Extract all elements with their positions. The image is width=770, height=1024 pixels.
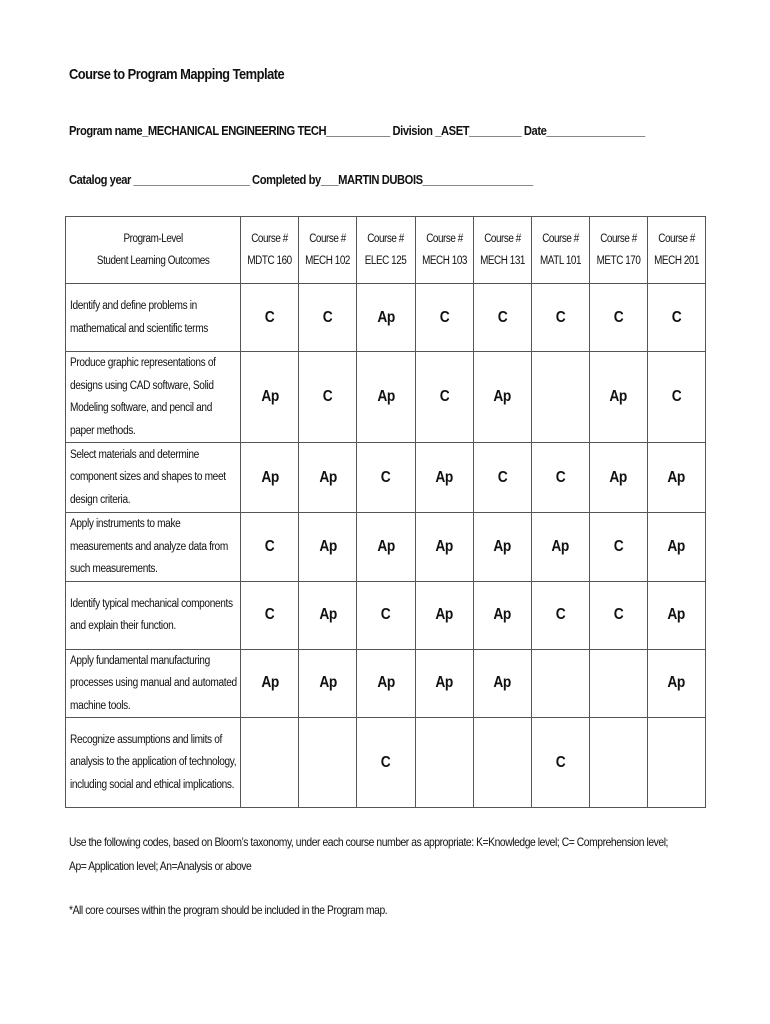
program-info-line: Program name_MECHANICAL ENGINEERING TECH___________ Division _ASET_________ Date_________________	[69, 123, 645, 138]
mapping-cell	[299, 581, 357, 649]
mapping-cell	[415, 649, 473, 718]
mapping-code: C	[381, 468, 391, 486]
outcome-cell	[66, 352, 241, 443]
mapping-code: Ap	[667, 537, 686, 555]
mapping-code: C	[439, 308, 449, 326]
table-row	[66, 443, 706, 513]
mapping-cell	[589, 649, 647, 718]
header-row	[66, 217, 706, 284]
mapping-table	[65, 216, 706, 808]
course-header	[589, 217, 647, 284]
mapping-cell	[473, 649, 531, 718]
mapping-code: C	[555, 308, 565, 326]
mapping-cell	[589, 443, 647, 513]
mapping-cell	[647, 718, 705, 808]
mapping-cell	[415, 513, 473, 582]
mapping-code: Ap	[261, 674, 279, 692]
mapping-code: Ap	[377, 388, 395, 405]
mapping-code: C	[381, 753, 391, 771]
outcome-header	[66, 217, 241, 284]
outcome-cell	[66, 284, 241, 352]
mapping-cell	[473, 443, 531, 513]
mapping-code: Ap	[435, 674, 453, 692]
mapping-code: Ap	[609, 388, 628, 405]
mapping-cell	[589, 284, 647, 352]
course-label: Course #	[599, 233, 637, 245]
outcome-text: Apply instruments to make measurements and analyze data from such measurements.	[70, 518, 228, 575]
mapping-cell	[357, 443, 415, 513]
mapping-code: Ap	[667, 674, 686, 692]
mapping-code: C	[497, 308, 507, 326]
catalog-info-line: Catalog year ____________________ Completed by___MARTIN DUBOIS___________________	[69, 172, 533, 187]
mapping-cell	[531, 581, 589, 649]
mapping-code: Ap	[667, 468, 686, 486]
mapping-code: Ap	[493, 606, 511, 623]
mapping-code: Ap	[667, 606, 686, 623]
mapping-code: Ap	[435, 468, 453, 486]
mapping-code: C	[265, 537, 275, 555]
course-code: MECH 131	[479, 255, 525, 267]
course-code: ELEC 125	[365, 255, 407, 267]
document-title: Course to Program Mapping Template	[69, 66, 285, 83]
course-header	[531, 217, 589, 284]
course-header	[415, 217, 473, 284]
mapping-code: C	[555, 468, 565, 486]
mapping-cell	[589, 352, 647, 443]
mapping-cell	[357, 513, 415, 582]
mapping-cell	[589, 581, 647, 649]
outcome-text: Identify and define problems in mathematical and scientific terms	[70, 300, 208, 335]
course-label: Course #	[658, 233, 695, 245]
mapping-code: Ap	[377, 537, 395, 555]
mapping-code: C	[439, 388, 449, 405]
mapping-code: Ap	[377, 308, 395, 326]
mapping-cell	[241, 443, 299, 513]
mapping-code: C	[555, 606, 565, 623]
mapping-cell	[241, 352, 299, 443]
course-code: MATL 101	[539, 255, 581, 267]
outcome-cell	[66, 581, 241, 649]
course-header	[357, 217, 415, 284]
table-row	[66, 284, 706, 352]
mapping-cell	[647, 581, 705, 649]
outcome-cell	[66, 649, 241, 718]
mapping-cell	[647, 443, 705, 513]
course-header	[473, 217, 531, 284]
mapping-code: Ap	[261, 468, 279, 486]
mapping-cell	[647, 649, 705, 718]
mapping-code: C	[323, 308, 333, 326]
mapping-cell	[647, 513, 705, 582]
outcome-text: Produce graphic representations of designs using CAD software, Solid Modeling software, and pencil and paper methods.	[70, 357, 216, 437]
mapping-code: Ap	[319, 537, 337, 555]
course-code: MDTC 160	[247, 255, 292, 267]
mapping-code: Ap	[435, 606, 453, 623]
mapping-cell	[473, 513, 531, 582]
course-label: Course #	[251, 233, 289, 245]
mapping-code: C	[671, 308, 682, 326]
mapping-cell	[531, 443, 589, 513]
course-header	[241, 217, 299, 284]
mapping-cell	[357, 352, 415, 443]
mapping-cell	[241, 649, 299, 718]
mapping-cell	[415, 284, 473, 352]
mapping-cell	[531, 649, 589, 718]
mapping-code: Ap	[319, 674, 337, 692]
mapping-code: C	[497, 468, 507, 486]
outcome-text: Select materials and determine component sizes and shapes to meet design criteria.	[70, 448, 226, 506]
mapping-cell	[647, 352, 705, 443]
mapping-cell	[531, 284, 589, 352]
course-code: MECH 201	[653, 255, 699, 267]
outcome-cell	[66, 513, 241, 582]
course-label: Course #	[425, 233, 463, 245]
mapping-code: C	[323, 388, 333, 405]
mapping-code: Ap	[261, 388, 279, 405]
mapping-code: Ap	[319, 606, 337, 623]
mapping-code: Ap	[493, 537, 511, 555]
mapping-cell	[299, 718, 357, 808]
course-code: MECH 103	[421, 255, 467, 267]
mapping-cell	[531, 513, 589, 582]
mapping-cell	[589, 513, 647, 582]
mapping-cell	[299, 443, 357, 513]
mapping-cell	[531, 352, 589, 443]
course-label: Course #	[541, 233, 579, 245]
mapping-code: Ap	[493, 388, 511, 405]
course-header	[647, 217, 705, 284]
mapping-code: Ap	[319, 468, 337, 486]
mapping-cell	[357, 649, 415, 718]
outcome-text: Recognize assumptions and limits of analysis to the application of technology, including social and ethical implications.	[70, 733, 237, 791]
course-code: METC 170	[596, 255, 641, 267]
outcome-cell	[66, 443, 241, 513]
mapping-cell	[589, 718, 647, 808]
mapping-code: C	[555, 753, 565, 771]
mapping-cell	[647, 284, 705, 352]
table-row	[66, 513, 706, 582]
mapping-cell	[473, 718, 531, 808]
table-row	[66, 649, 706, 718]
mapping-code: Ap	[435, 537, 453, 555]
course-label: Course #	[483, 233, 521, 245]
mapping-cell	[531, 718, 589, 808]
table-row	[66, 352, 706, 443]
mapping-cell	[415, 443, 473, 513]
mapping-cell	[241, 581, 299, 649]
course-header	[299, 217, 357, 284]
mapping-cell	[415, 352, 473, 443]
mapping-cell	[299, 513, 357, 582]
mapping-code: C	[265, 606, 275, 623]
mapping-cell	[299, 649, 357, 718]
mapping-cell	[299, 352, 357, 443]
mapping-code: Ap	[377, 674, 395, 692]
mapping-code: Ap	[609, 468, 628, 486]
mapping-code: C	[613, 537, 624, 555]
mapping-cell	[357, 284, 415, 352]
course-label: Course #	[309, 233, 347, 245]
outcome-header-line-2: Student Learning Outcomes	[96, 255, 210, 267]
course-code: MECH 102	[305, 255, 351, 267]
mapping-cell	[415, 581, 473, 649]
mapping-code: C	[613, 308, 624, 326]
mapping-cell	[357, 718, 415, 808]
mapping-code: C	[613, 606, 624, 623]
outcome-header-line-1: Program-Level	[123, 233, 183, 245]
mapping-cell	[473, 352, 531, 443]
mapping-code: C	[381, 606, 391, 623]
mapping-cell	[473, 284, 531, 352]
mapping-code: C	[671, 388, 682, 405]
mapping-code: Ap	[493, 674, 511, 692]
mapping-cell	[473, 581, 531, 649]
outcome-text: Apply fundamental manufacturing processes using manual and automated machine tools.	[70, 654, 237, 712]
mapping-code: Ap	[551, 537, 569, 555]
core-courses-note: *All core courses within the program should be included in the Program map.	[69, 903, 388, 917]
mapping-cell	[241, 284, 299, 352]
mapping-cell	[357, 581, 415, 649]
mapping-cell	[241, 718, 299, 808]
mapping-cell	[415, 718, 473, 808]
table-row	[66, 581, 706, 649]
mapping-cell	[241, 513, 299, 582]
mapping-cell	[299, 284, 357, 352]
codes-legend-line-2: Ap= Application level; An=Analysis or above	[69, 859, 252, 873]
course-label: Course #	[367, 233, 405, 245]
mapping-code: C	[265, 308, 275, 326]
table-row	[66, 718, 706, 808]
outcome-cell	[66, 718, 241, 808]
codes-legend-line-1: Use the following codes, based on Bloom’s taxonomy, under each course number as appropriate: K=Knowledge level; C= Comprehension level;	[69, 835, 668, 849]
outcome-text: Identify typical mechanical components and explain their function.	[70, 597, 233, 632]
